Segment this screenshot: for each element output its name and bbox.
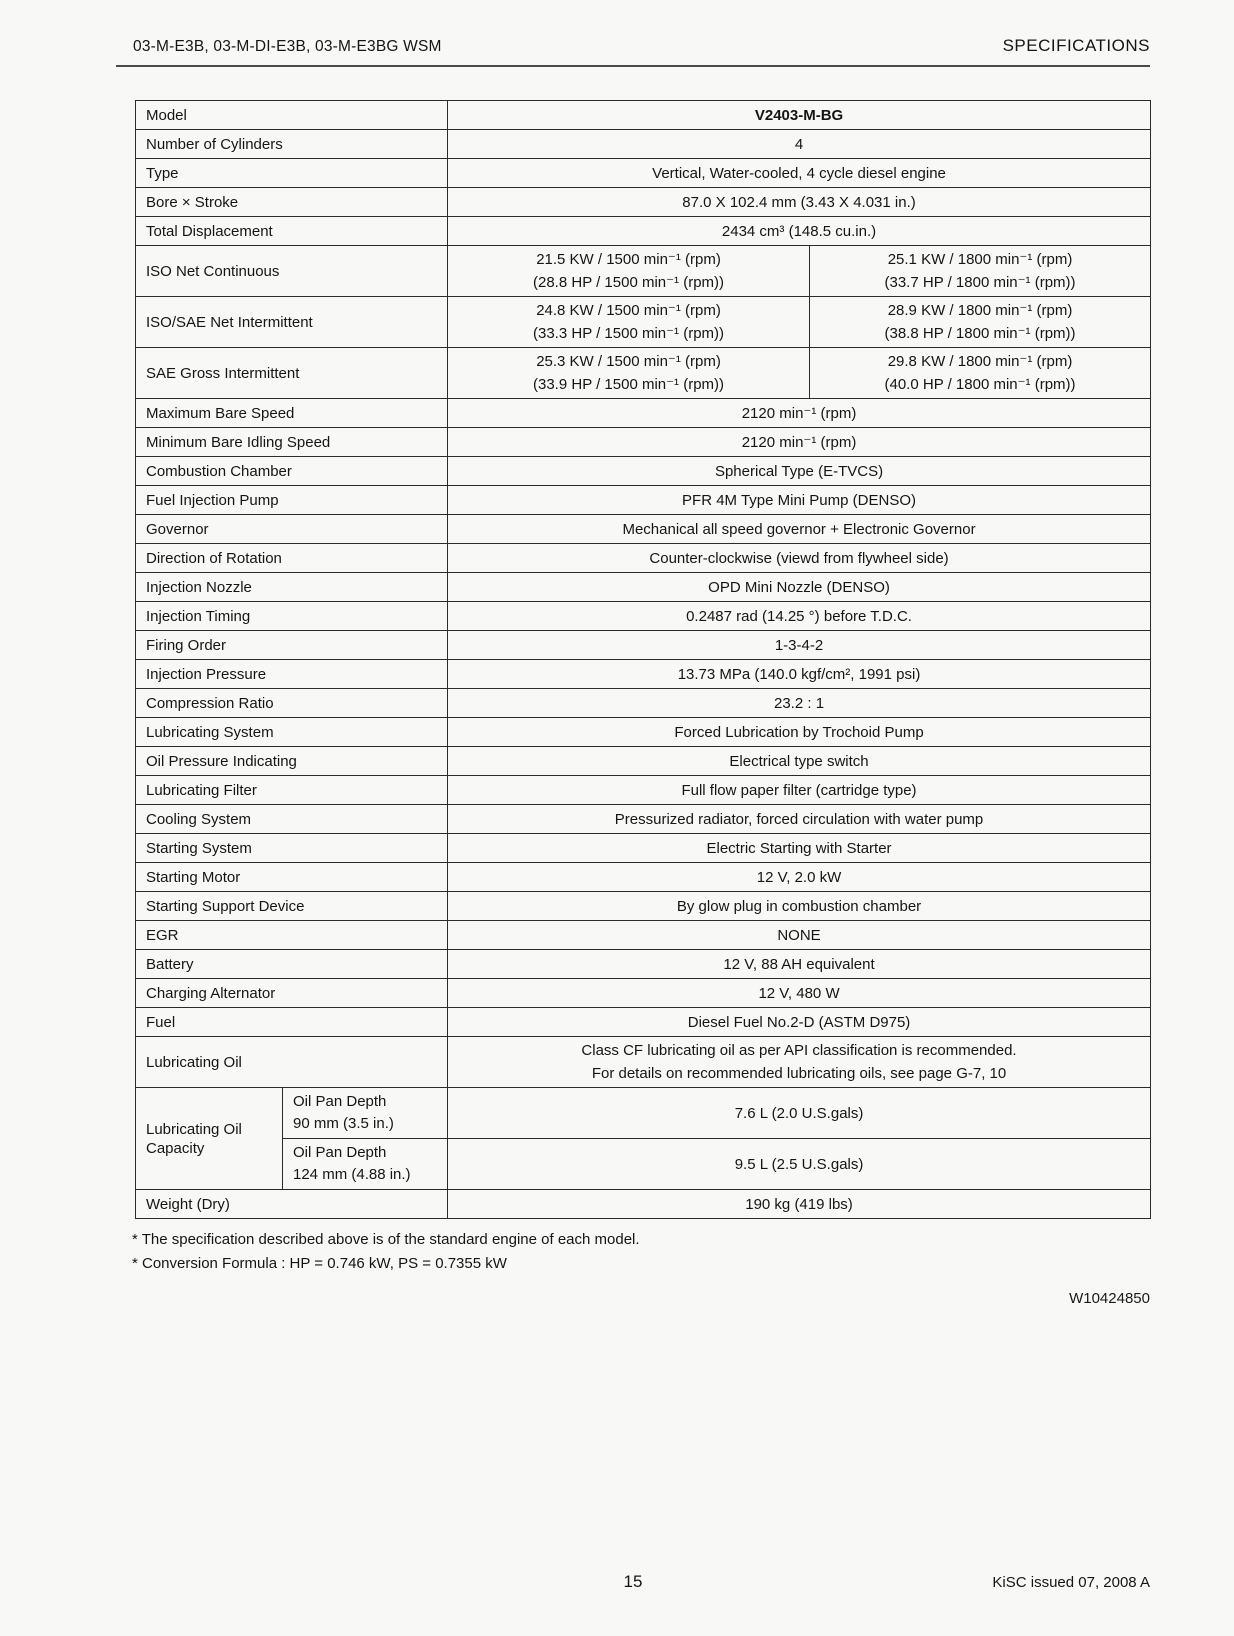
row-label: Lubricating Filter xyxy=(136,776,448,805)
row-value-left xyxy=(448,348,810,399)
row-label: Lubricating System xyxy=(136,718,448,747)
table-row xyxy=(136,805,1151,834)
table-row xyxy=(136,457,1151,486)
row-label: Charging Alternator xyxy=(136,979,448,1008)
row-label: Compression Ratio xyxy=(136,689,448,718)
table-row xyxy=(136,747,1151,776)
table-row xyxy=(136,776,1151,805)
value-line: (28.8 HP / 1500 min⁻¹ (rpm)) xyxy=(533,274,725,291)
page-title: SPECIFICATIONS xyxy=(1002,36,1150,55)
page-header xyxy=(116,36,1150,67)
row-label: Lubricating Oil Capacity xyxy=(136,1088,283,1190)
row-value: Full flow paper filter (cartridge type) xyxy=(448,776,1151,805)
row-value: 12 V, 2.0 kW xyxy=(448,863,1151,892)
sublabel-line: Oil Pan Depth xyxy=(293,1093,387,1110)
row-value-right xyxy=(810,246,1151,297)
table-row xyxy=(136,718,1151,747)
table-row xyxy=(136,631,1151,660)
reference-code: W10424850 xyxy=(1069,1290,1150,1307)
row-value: 2120 min⁻¹ (rpm) xyxy=(448,399,1151,428)
row-label: Number of Cylinders xyxy=(136,130,448,159)
row-label: Starting Motor xyxy=(136,863,448,892)
table-row xyxy=(136,1190,1151,1219)
row-value: Spherical Type (E-TVCS) xyxy=(448,457,1151,486)
row-label: Injection Timing xyxy=(136,602,448,631)
row-label: Starting Support Device xyxy=(136,892,448,921)
row-label: Cooling System xyxy=(136,805,448,834)
row-value: 23.2 : 1 xyxy=(448,689,1151,718)
value-line: (40.0 HP / 1800 min⁻¹ (rpm)) xyxy=(884,376,1076,393)
row-value: 2120 min⁻¹ (rpm) xyxy=(448,428,1151,457)
value-line: For details on recommended lubricating oils, see page G-7, 10 xyxy=(591,1065,1007,1082)
table-row xyxy=(136,188,1151,217)
row-label: Type xyxy=(136,159,448,188)
row-value: Counter-clockwise (viewd from flywheel side) xyxy=(448,544,1151,573)
row-value: OPD Mini Nozzle (DENSO) xyxy=(448,573,1151,602)
table-row xyxy=(136,892,1151,921)
row-label: Lubricating Oil xyxy=(136,1037,448,1088)
value-line: 28.9 KW / 1800 min⁻¹ (rpm) xyxy=(887,302,1073,319)
table-row xyxy=(136,1008,1151,1037)
row-label: Fuel xyxy=(136,1008,448,1037)
table-row xyxy=(136,660,1151,689)
row-label: SAE Gross Intermittent xyxy=(136,348,448,399)
row-value: 4 xyxy=(448,130,1151,159)
table-row xyxy=(136,297,1151,348)
row-value: 12 V, 88 AH equivalent xyxy=(448,950,1151,979)
value-line: (38.8 HP / 1800 min⁻¹ (rpm)) xyxy=(884,325,1076,342)
row-value: 13.73 MPa (140.0 kgf/cm², 1991 psi) xyxy=(448,660,1151,689)
table-row xyxy=(136,544,1151,573)
specifications-table xyxy=(135,100,1151,1219)
row-label: Firing Order xyxy=(136,631,448,660)
row-label: Combustion Chamber xyxy=(136,457,448,486)
row-label: Fuel Injection Pump xyxy=(136,486,448,515)
table-row xyxy=(136,1139,1151,1190)
table-row xyxy=(136,1037,1151,1088)
row-value-right xyxy=(810,297,1151,348)
table-row xyxy=(136,217,1151,246)
value-line: 29.8 KW / 1800 min⁻¹ (rpm) xyxy=(887,353,1073,370)
document-code: 03-M-E3B, 03-M-DI-E3B, 03-M-E3BG WSM xyxy=(133,38,442,55)
table-row xyxy=(136,348,1151,399)
table-row xyxy=(136,130,1151,159)
value-line: (33.3 HP / 1500 min⁻¹ (rpm)) xyxy=(533,325,725,342)
row-label: Starting System xyxy=(136,834,448,863)
footnote: * Conversion Formula : HP = 0.746 kW, PS = 0.7355 kW xyxy=(132,1255,507,1272)
row-value: 7.6 L (2.0 U.S.gals) xyxy=(448,1088,1151,1139)
table-row xyxy=(136,1088,1151,1139)
row-label: ISO Net Continuous xyxy=(136,246,448,297)
row-label: Bore × Stroke xyxy=(136,188,448,217)
value-line: 25.3 KW / 1500 min⁻¹ (rpm) xyxy=(536,353,721,370)
row-label: Total Displacement xyxy=(136,217,448,246)
sublabel-line: 124 mm (4.88 in.) xyxy=(293,1166,411,1183)
row-value: PFR 4M Type Mini Pump (DENSO) xyxy=(448,486,1151,515)
row-label: Model xyxy=(136,101,448,130)
table-row xyxy=(136,399,1151,428)
row-value: NONE xyxy=(448,921,1151,950)
value-line: (33.7 HP / 1800 min⁻¹ (rpm)) xyxy=(884,274,1076,291)
row-value: 1-3-4-2 xyxy=(448,631,1151,660)
row-value: Forced Lubrication by Trochoid Pump xyxy=(448,718,1151,747)
row-label: Injection Pressure xyxy=(136,660,448,689)
row-label: Oil Pressure Indicating xyxy=(136,747,448,776)
row-label: Minimum Bare Idling Speed xyxy=(136,428,448,457)
table-row xyxy=(136,863,1151,892)
row-value: Mechanical all speed governor + Electronic Governor xyxy=(448,515,1151,544)
table-row xyxy=(136,602,1151,631)
table-row xyxy=(136,101,1151,130)
value-line: 24.8 KW / 1500 min⁻¹ (rpm) xyxy=(536,302,721,319)
table-row xyxy=(136,979,1151,1008)
table-row xyxy=(136,950,1151,979)
value-line: (33.9 HP / 1500 min⁻¹ (rpm)) xyxy=(533,376,725,393)
row-value: 0.2487 rad (14.25 °) before T.D.C. xyxy=(448,602,1151,631)
row-label: EGR xyxy=(136,921,448,950)
row-value: 9.5 L (2.5 U.S.gals) xyxy=(448,1139,1151,1190)
row-value: Pressurized radiator, forced circulation with water pump xyxy=(448,805,1151,834)
row-value: Vertical, Water-cooled, 4 cycle diesel engine xyxy=(448,159,1151,188)
row-value xyxy=(448,1037,1151,1088)
row-value: Diesel Fuel No.2-D (ASTM D975) xyxy=(448,1008,1151,1037)
row-label: Governor xyxy=(136,515,448,544)
row-value: 12 V, 480 W xyxy=(448,979,1151,1008)
sublabel-line: Oil Pan Depth xyxy=(293,1144,387,1161)
row-label: Direction of Rotation xyxy=(136,544,448,573)
page-number: 15 xyxy=(623,1572,643,1591)
footnotes xyxy=(132,1228,1234,1276)
value-line: 21.5 KW / 1500 min⁻¹ (rpm) xyxy=(536,251,721,268)
table-row xyxy=(136,246,1151,297)
issue-info: KiSC issued 07, 2008 A xyxy=(992,1574,1150,1591)
table-row xyxy=(136,921,1151,950)
row-value: 2434 cm³ (148.5 cu.in.) xyxy=(448,217,1151,246)
sublabel-line: 90 mm (3.5 in.) xyxy=(293,1115,394,1132)
table-row xyxy=(136,428,1151,457)
table-row xyxy=(136,834,1151,863)
row-sublabel xyxy=(283,1139,448,1190)
value-line: 25.1 KW / 1800 min⁻¹ (rpm) xyxy=(887,251,1073,268)
row-sublabel xyxy=(283,1088,448,1139)
row-value: Electric Starting with Starter xyxy=(448,834,1151,863)
row-label: Injection Nozzle xyxy=(136,573,448,602)
row-value: 190 kg (419 lbs) xyxy=(448,1190,1151,1219)
table-row xyxy=(136,573,1151,602)
spec-table-body xyxy=(136,101,1151,1219)
row-label: Maximum Bare Speed xyxy=(136,399,448,428)
row-label: Weight (Dry) xyxy=(136,1190,448,1219)
table-row xyxy=(136,689,1151,718)
table-row xyxy=(136,515,1151,544)
row-value-right xyxy=(810,348,1151,399)
row-value: V2403-M-BG xyxy=(448,101,1151,130)
row-value: By glow plug in combustion chamber xyxy=(448,892,1151,921)
table-row xyxy=(136,486,1151,515)
row-value-left xyxy=(448,246,810,297)
row-label: Battery xyxy=(136,950,448,979)
page-footer xyxy=(116,1572,1150,1596)
row-value-left xyxy=(448,297,810,348)
value-line: Class CF lubricating oil as per API classification is recommended. xyxy=(581,1042,1017,1059)
row-label: ISO/SAE Net Intermittent xyxy=(136,297,448,348)
row-value: Electrical type switch xyxy=(448,747,1151,776)
row-value: 87.0 X 102.4 mm (3.43 X 4.031 in.) xyxy=(448,188,1151,217)
table-row xyxy=(136,159,1151,188)
footnote: * The specification described above is of the standard engine of each model. xyxy=(132,1231,640,1248)
